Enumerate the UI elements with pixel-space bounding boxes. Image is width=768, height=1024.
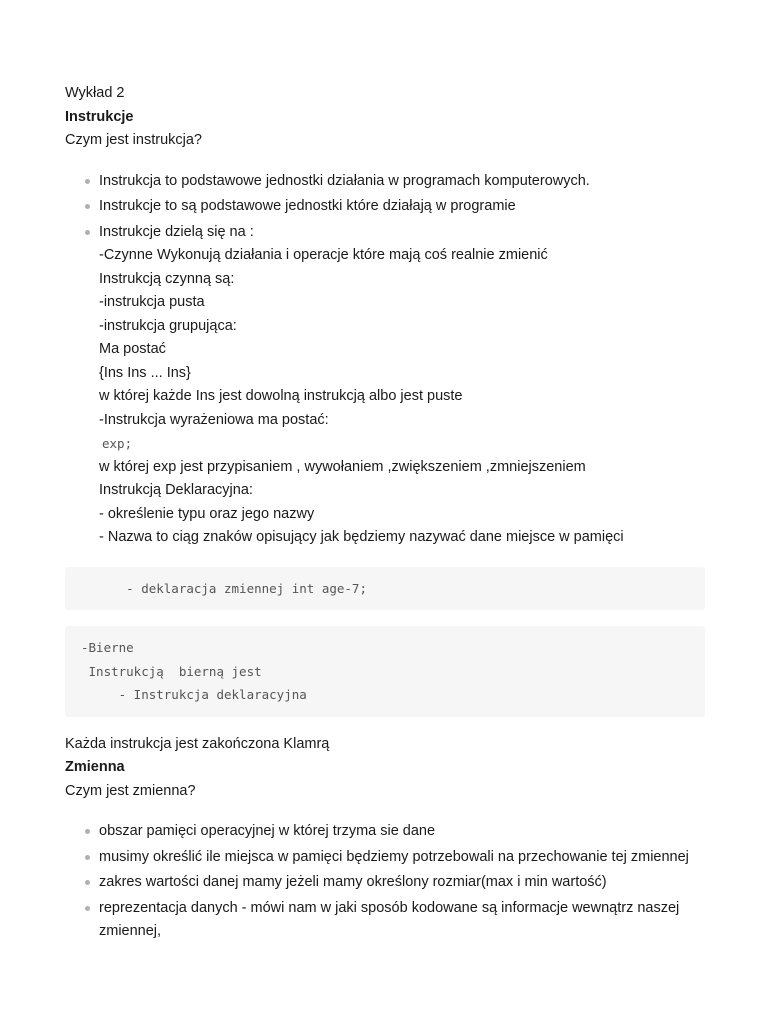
section-question: Czym jest zmienna? [65, 782, 196, 799]
list-item: reprezentacja danych - mówi nam w jaki sposób kodowane są informacje wewnątrz naszej zmiennej, [65, 897, 705, 944]
bullet-icon [85, 906, 90, 911]
section-heading-zmienna: Zmienna [65, 759, 125, 775]
list-item: musimy określić ile miejsca w pamięci będziemy potrzebowali na przechowanie tej zmiennej [65, 846, 705, 870]
list-item: Instrukcje dzielą się na : -Czynne Wykonują działania i operacje które mają coś realnie zmienić Instrukcją czynną są: -instrukcja pusta -instrukcja grupująca: Ma postać {Ins Ins ... Ins} w której każde Ins jest dowolną instrukcją albo jest puste -Instrukcja wyrażeniowa ma postać: exp; w której exp jest przypisaniem , wywołaniem ,zwiększeniem ,zmniejszeniem Instrukcją Deklaracyjna: - określenie typu oraz jego nazwy - Nazwa to ciąg znaków opisujący jak będziemy nazywać dane miejsce w pamięci [65, 221, 705, 550]
inline-code: exp; [102, 436, 133, 451]
list-item: Instrukcja to podstawowe jednostki działania w programach komputerowych. [65, 170, 705, 194]
section-question: Czym jest instrukcja? [65, 132, 202, 148]
document-page [65, 82, 705, 944]
bullet-icon [85, 230, 90, 235]
section-heading-instrukcje: Instrukcje [65, 108, 134, 125]
list-item: obszar pamięci operacyjnej w której trzyma sie dane [65, 820, 705, 844]
code-block-declaration: - deklaracja zmiennej int age-7; [65, 567, 705, 611]
bullet-icon [85, 829, 90, 834]
instrukcje-bullet-list [65, 170, 705, 550]
zmienna-bullet-list [65, 820, 705, 944]
bullet-icon [85, 204, 90, 209]
bullet-icon [85, 179, 90, 184]
list-item: zakres wartości danej mamy jeżeli mamy określony rozmiar(max i min wartość) [65, 871, 705, 895]
code-block-bierne: -Bierne Instrukcją bierną jest - Instrukcja deklaracyjna [65, 626, 705, 717]
lecture-title: Wykład 2 [65, 85, 125, 101]
list-item: Instrukcje to są podstawowe jednostki które działają w programie [65, 195, 705, 219]
bullet-icon [85, 855, 90, 860]
closing-statement: Każda instrukcja jest zakończona Klamrą [65, 735, 330, 752]
bullet-icon [85, 880, 90, 885]
